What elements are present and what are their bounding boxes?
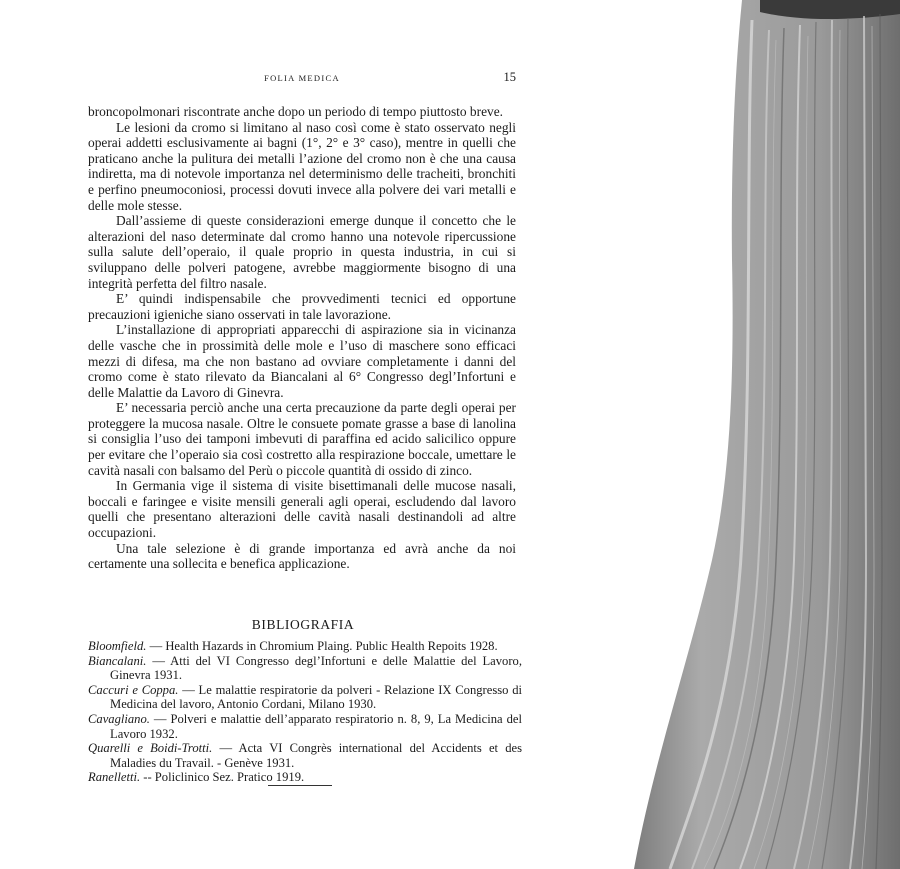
bibliography-heading: BIBLIOGRAFIA <box>251 617 355 632</box>
paragraph: E’ necessaria perciò anche una certa precauzione da parte degli operai per proteggere la mucosa nasale. Oltre le consuete pomate grasse a base di lanolina si consiglia l’uso dei tamponi imbevuti di paraffina ed acido salicilico oppure per evitare che l’operaio sia così costretto alla respirazione boccale, umettare le cavità nasali con balsamo del Perù o piccole quantità di ossido di zinco. <box>88 400 516 478</box>
bibliography-list <box>88 639 522 785</box>
paragraph: Le lesioni da cromo si limitano al naso così come è stato osservato negli operai addetti esclusivamente ai bagni (1°, 2° e 3° caso), mentre in quelli che praticano anche la pulitura dei metalli l’azione del cromo non è che una causa indiretta, ma di notevole importanza nel determinismo delle tracheiti, bronchiti e perfino pneumoconiosi, processi dovuti invece alla polvere dei vari metalli e delle mole stesse. <box>88 119 516 213</box>
entry-author: Ranelletti. <box>88 770 141 785</box>
bibliography-entry <box>88 770 522 785</box>
paragraph: Dall’assieme di queste considerazioni emerge dunque il concetto che le alterazioni del naso determinate dal cromo hanno una notevole ripercussione sulla salute dell’operaio, il quale proprio in questa industria, in cui si sviluppano delle polveri patogene, avrebbe maggiormente bisogno di una integrità perfetta del filtro nasale. <box>88 213 516 291</box>
paragraph: L’installazione di appropriati apparecchi di aspirazione sia in vicinanza delle vasche che in prossimità delle mole e l’uso di maschere sono efficaci mezzi di difesa, ma che non bastano ad ovviare completamente i danni del cromo come è stato rilevato da Biancalani al 6° Congresso degl’Infortuni e delle Malattie da Lavoro di Ginevra. <box>88 322 516 400</box>
journal-title: FOLIA MEDICA <box>264 73 340 83</box>
paragraph: E’ quindi indispensabile che provvedimenti tecnici ed opportune precauzioni igieniche siano osservati in tale lavorazione. <box>88 291 516 322</box>
entry-text: -- Policlinico Sez. Pratico 1919. <box>140 770 305 785</box>
entry-author: Caccuri e Coppa. <box>88 682 179 697</box>
entry-author: Biancalani. <box>88 653 147 668</box>
bibliography-entry <box>88 712 522 741</box>
entry-text: — Acta VI Congrès international del Accidents et des Maladies du Travail. - Genève 1931. <box>110 741 522 770</box>
end-rule-divider <box>268 785 332 786</box>
entry-text: — Le malattie respiratorie da polveri - Relazione IX Congresso di Medicina del lavoro, Antonio Cordani, Milano 1930. <box>110 682 522 712</box>
bibliography-entry <box>88 654 522 683</box>
paragraph: broncopolmonari riscontrate anche dopo un periodo di tempo piuttosto breve. <box>88 104 504 119</box>
body-text <box>88 104 516 572</box>
bibliography-entry <box>88 741 522 770</box>
paragraph: Una tale selezione è di grande importanza ed avrà anche da noi certamente una sollecita e benefica applicazione. <box>88 540 516 572</box>
entry-text: — Polveri e malattie dell’apparato respiratorio n. 8, 9, La Medicina del Lavoro 1932. <box>110 711 522 741</box>
bibliography-entry <box>88 639 522 654</box>
entry-text: — Health Hazards in Chromium Plaing. Public Health Repoits 1928. <box>146 639 498 653</box>
entry-author: Bloomfield. <box>88 639 147 653</box>
paragraph: In Germania vige il sistema di visite bisettimanali delle mucose nasali, boccali e faringee e visite mensili generali agli operai, escludendo dal lavoro quelli che presentano alterazioni delle cavità nasali destinandoli ad altre occupazioni. <box>88 478 516 541</box>
entry-author: Quarelli e Boidi-Trotti. <box>88 741 213 756</box>
bibliography-entry <box>88 683 522 712</box>
page-number: 15 <box>503 70 516 84</box>
running-header <box>86 70 518 86</box>
entry-author: Cavagliano. <box>88 711 150 726</box>
book-page-edges-image <box>634 0 900 869</box>
entry-text: — Atti del VI Congresso degl’Infortuni e delle Malattie del Lavoro, Ginevra 1931. <box>110 653 522 683</box>
